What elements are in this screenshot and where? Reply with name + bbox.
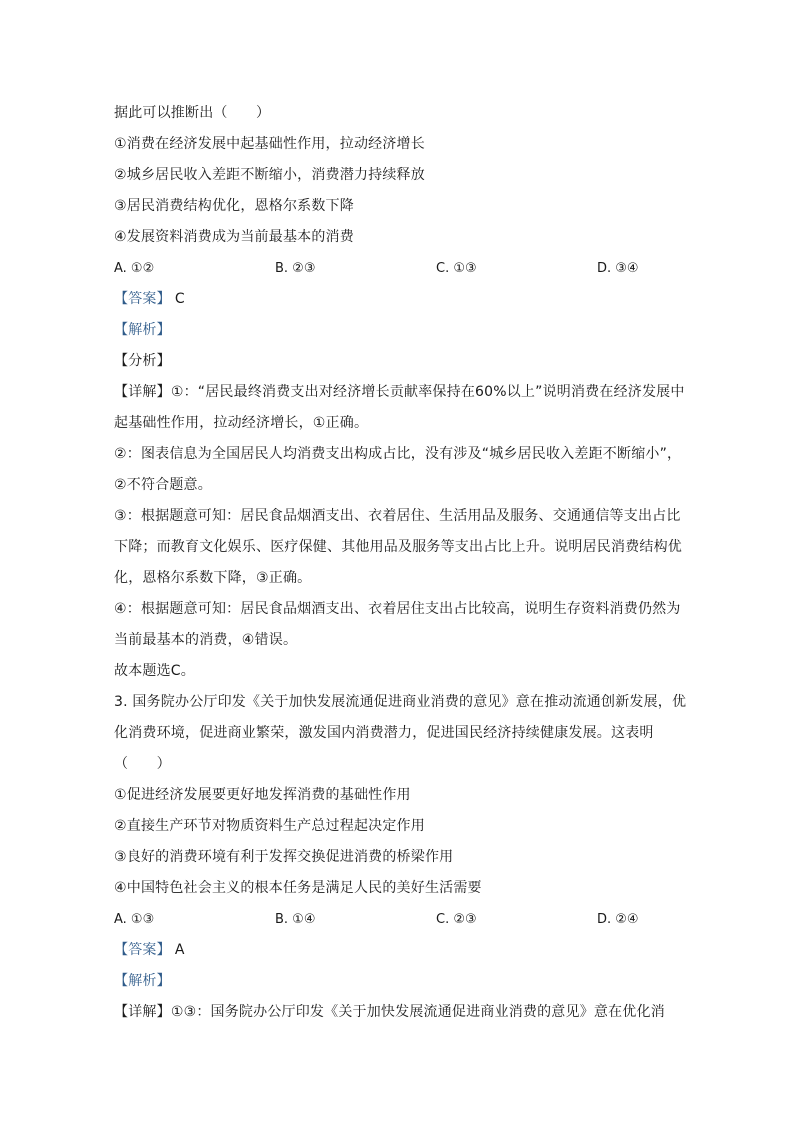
- option-d: D. ③④: [597, 261, 639, 276]
- detail-line: 当前最基本的消费，④错误。: [114, 632, 298, 648]
- fenxi-tag: 【分析】: [114, 353, 171, 369]
- detail-line: 化，恩格尔系数下降，③正确。: [114, 570, 312, 586]
- answer-value: C: [174, 291, 185, 307]
- q3-statement-2: ②直接生产环节对物质资料生产总过程起决定作用: [114, 818, 425, 834]
- detail-text: ①：“居民最终消费支出对经济增长贡献率保持在60%以上”说明消费在经济发展中: [170, 384, 685, 400]
- option-a: A. ①②: [114, 261, 155, 276]
- detail-line: 下降；而教育文化娱乐、医疗保健、其他用品及服务等支出占比上升。说明居民消费结构优: [114, 539, 682, 555]
- q3-option-b: B. ①④: [275, 912, 316, 927]
- detail-line: ②：图表信息为全国居民人均消费支出构成占比，没有涉及“城乡居民收入差距不断缩小”，: [114, 446, 682, 462]
- detail-tag: 【详解】: [114, 384, 171, 400]
- q3-option-c: C. ②③: [436, 912, 477, 927]
- statement-3: ③居民消费结构优化，恩格尔系数下降: [114, 198, 354, 214]
- analysis-heading: [114, 315, 686, 346]
- fenxi-heading: [114, 346, 686, 377]
- detail-line: ③：根据题意可知：居民食品烟酒支出、衣着居住、生活用品及服务、交通通信等支出占比: [114, 508, 681, 524]
- detail-line: 起基础性作用，拉动经济增长，①正确。: [114, 415, 369, 431]
- option-b: B. ②③: [275, 261, 316, 276]
- question-3-stem: 3. 国务院办公厅印发《关于加快发展流通促进商业消费的意见》意在推动流通创新发展，优: [114, 694, 687, 710]
- q3-detail-tag: 【详解】: [114, 1004, 171, 1020]
- q3-statement-3: ③良好的消费环境有利于发挥交换促进消费的桥梁作用: [114, 849, 454, 865]
- q3-analysis-tag: 【解析】: [114, 973, 171, 989]
- q3-statement-1: ①促进经济发展要更好地发挥消费的基础性作用: [114, 787, 411, 803]
- option-c: C. ①③: [436, 261, 477, 276]
- question-prompt: 据此可以推断出（ ）: [114, 105, 271, 121]
- answer-tag: 【答案】: [114, 291, 171, 307]
- question-3-stem: 化消费环境，促进商业繁荣，激发国内消费潜力，促进国民经济持续健康发展。这表明: [114, 725, 654, 741]
- q3-analysis-heading: [114, 966, 686, 997]
- detail-line: [114, 377, 686, 408]
- analysis-tag: 【解析】: [114, 322, 171, 338]
- answer-options: [114, 253, 686, 284]
- q3-detail-text: ①③：国务院办公厅印发《关于加快发展流通促进商业消费的意见》意在优化消: [170, 1004, 665, 1020]
- q3-answer-options: [114, 904, 686, 935]
- document-page: [114, 98, 686, 1028]
- q3-answer-value: A: [174, 942, 185, 958]
- detail-line: ④：根据题意可知：居民食品烟酒支出、衣着居住支出占比较高，说明生存资料消费仍然为: [114, 601, 681, 617]
- statement-1: ①消费在经济发展中起基础性作用，拉动经济增长: [114, 136, 425, 152]
- statement-4: ④发展资料消费成为当前最基本的消费: [114, 229, 354, 245]
- question-3-blank: （ ）: [114, 756, 171, 772]
- q3-answer-line: [114, 935, 686, 966]
- conclusion-line: 故本题选C。: [114, 663, 195, 679]
- q3-option-d: D. ②④: [597, 912, 639, 927]
- q3-statement-4: ④中国特色社会主义的根本任务是满足人民的美好生活需要: [114, 880, 482, 896]
- q3-option-a: A. ①③: [114, 912, 155, 927]
- answer-line: [114, 284, 686, 315]
- q3-detail-line: [114, 997, 686, 1028]
- detail-line: ②不符合题意。: [114, 477, 212, 493]
- q3-answer-tag: 【答案】: [114, 942, 171, 958]
- statement-2: ②城乡居民收入差距不断缩小，消费潜力持续释放: [114, 167, 425, 183]
